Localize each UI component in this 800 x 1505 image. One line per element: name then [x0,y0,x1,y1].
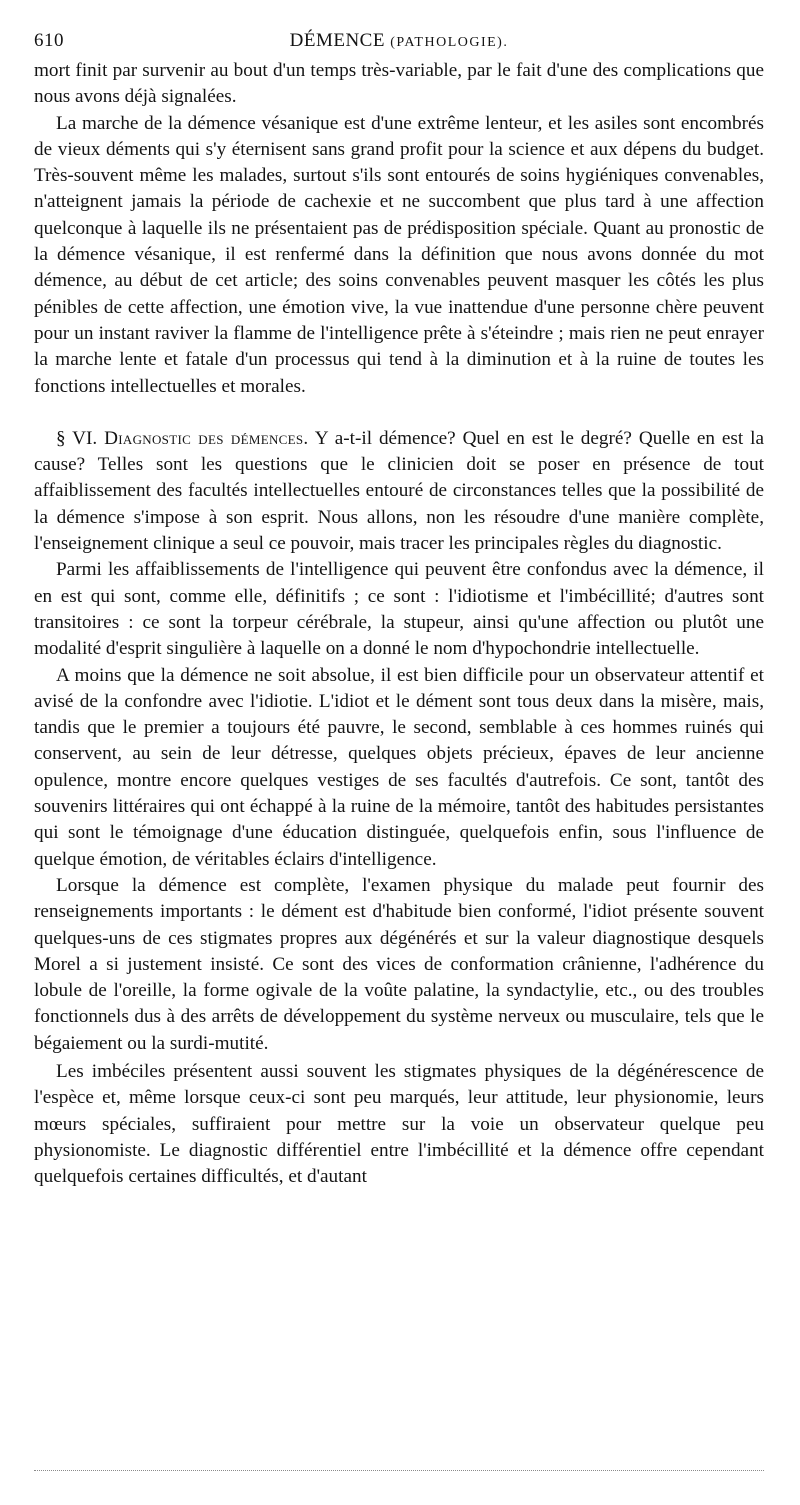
paragraph: Lorsque la démence est complète, l'examen physique du malade peut fournir des renseignements importants : le dément est d'habitude bien conformé, l'idiot présente souvent quelques-uns de ces stigmates propres aux dégénérés et sur la valeur diagnostique desquels Morel a si justement insisté. Ce sont des vices de conformation crânienne, l'adhérence du lobule de l'oreille, la forme ogivale de la voûte palatine, la syndactylie, etc., ou des troubles fonctionnels dus à des arrêts de développement du système nerveux ou musculaire, tels que le bégaiement ou la surdi-mutité. [34,874,764,1054]
section-first-paragraph: Y a-t-il démence? Quel en est le degré? Quelle en est la cause? Telles sont les questions que le clinicien doit se poser en présence de tout affaiblissement des facultés intellectuelles entouré de circonstances telles que la possibilité de la démence s'impose à son esprit. Nous allons, non les résoudre d'une manière complète, l'enseignement clinique a seul ce pouvoir, mais tracer les principales règles du diagnostic. [34,427,764,555]
footer-dotted-rule [34,1470,764,1471]
paragraph: Parmi les affaiblissements de l'intelligence qui peuvent être confondus avec la démence, il en est qui sont, comme elle, définitifs ; ce sont : l'idiotisme et l'imbécillité; d'autres sont transitoires : ce sont la torpeur cérébrale, la stupeur, ainsi qu'une affection ou plutôt une modalité d'esprit singulière à laquelle on a donné le nom d'hypochondrie intellectuelle. [34,559,764,660]
paragraph-continued: mort finit par survenir au bout d'un temps très-variable, par le fait d'une des complications que nous avons déjà signalées. [34,60,764,108]
page-number: 610 [34,30,64,51]
body-text [34,58,764,1190]
section-mark: § VI. [56,427,98,449]
running-title [34,30,764,52]
running-title-main: DÉMENCE [289,30,385,51]
paragraph: A moins que la démence ne soit absolue, il est bien difficile pour un observateur attentif et avisé de la confondre avec l'idiotie. L'idiot et le dément sont tous deux dans la misère, mais, tandis que le premier a toujours été pauvre, le second, semblable à ces hommes ruinés qui conservent, au sein de leur détresse, quelques objets précieux, épaves de leur ancienne opulence, montre encore quelques vestiges de ses facultés d'autrefois. Ce sont, tantôt des souvenirs littéraires qui ont échappé à la ruine de la mémoire, tantôt des habitudes persistantes qui sont le témoignage d'une éducation distinguée, quelquefois enfin, sous l'influence de quelque émotion, de véritables éclairs d'intelligence. [34,664,764,870]
paragraph: La marche de la démence vésanique est d'une extrême lenteur, et les asiles sont encombrés de vieux déments qui s'y éternisent sans grand profit pour la science et aux dépens du budget. Très-souvent même les malades, surtout s'ils sont entourés de soins hygiéniques convenables, n'atteignent jamais la période de cachexie et ne succombent que plus tard à une affection quelconque à laquelle ils ne présentaient pas de prédisposition spéciale. Quant au pronostic de la démence vésanique, il est renfermé dans la définition que nous avons donnée du mot démence, au début de cet article; des soins convenables peuvent masquer les côtés les plus pénibles de cette affection, une émotion vive, la vue inattendue d'une personne chère peuvent pour un instant raviver la flamme de l'intelligence prête à s'éteindre ; mais rien ne peut enrayer la marche lente et fatale d'un processus qui tend à la diminution et à la ruine de toutes les fonctions intellectuelles et morales. [34,112,764,397]
section-heading: Diagnostic des démences. [104,427,309,449]
section-vi-paragraph [34,426,764,557]
document-page [34,30,764,1190]
paragraph: Les imbéciles présentent aussi souvent les stigmates physiques de la dégénérescence de l'espèce et, même lorsque ceux-ci sont peu marqués, leur attitude, leur physionomie, leurs mœurs spéciales, suffiraient pour mettre sur la voie un observateur quelque peu physionomiste. Le diagnostic différentiel entre l'imbécillité et la démence offre cependant quelquefois certaines difficultés, et d'autant [34,1060,764,1188]
running-title-subtitle: (PATHOLOGIE). [390,35,509,50]
running-head [34,30,764,58]
